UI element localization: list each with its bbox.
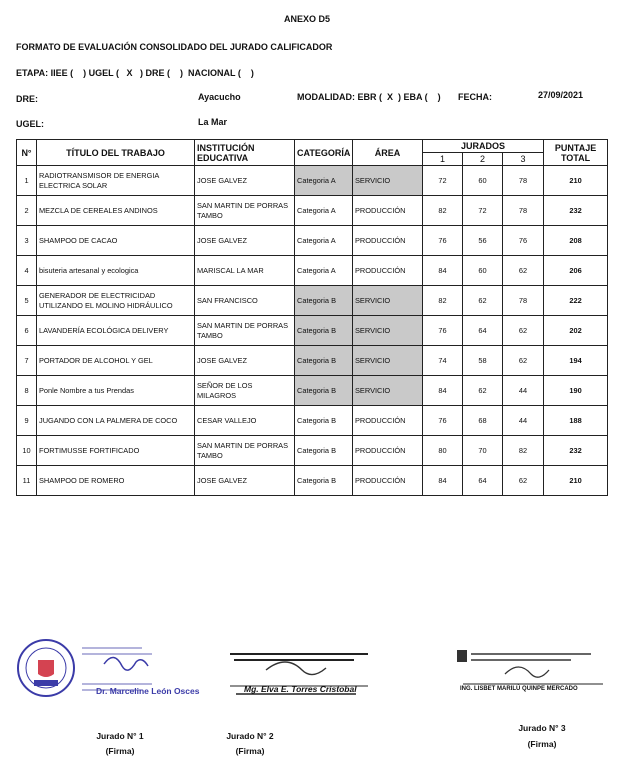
row-jury-3: 78	[503, 166, 544, 196]
row-jury-2: 62	[463, 286, 503, 316]
row-institution: CESAR VALLEJO	[195, 406, 295, 436]
row-category: Categoria B	[295, 376, 353, 406]
row-jury-3: 44	[503, 376, 544, 406]
row-institution: MARISCAL LA MAR	[195, 256, 295, 286]
row-title: SHAMPOO DE ROMERO	[37, 466, 195, 496]
row-number: 4	[17, 256, 37, 286]
row-total: 202	[544, 316, 608, 346]
row-category: Categoria B	[295, 466, 353, 496]
row-area: PRODUCCIÓN	[353, 406, 423, 436]
row-category: Categoria B	[295, 316, 353, 346]
jury-1-name: Dr. Marceline León Osces	[96, 686, 200, 696]
row-institution: SAN MARTIN DE PORRAS TAMBO	[195, 316, 295, 346]
row-total: 222	[544, 286, 608, 316]
table-row	[17, 436, 608, 466]
row-jury-1: 74	[423, 346, 463, 376]
dre-label: DRE:	[16, 94, 38, 104]
modality-line: MODALIDAD: EBR ( X ) EBA ( )	[297, 92, 441, 102]
row-jury-2: 72	[463, 196, 503, 226]
row-category: Categoria A	[295, 226, 353, 256]
row-jury-1: 72	[423, 166, 463, 196]
date-label: FECHA:	[458, 92, 492, 102]
row-title: JUGANDO CON LA PALMERA DE COCO	[37, 406, 195, 436]
row-jury-2: 62	[463, 376, 503, 406]
header-category: CATEGORÍA	[295, 140, 353, 166]
row-jury-3: 82	[503, 436, 544, 466]
row-jury-2: 56	[463, 226, 503, 256]
row-institution: JOSE GALVEZ	[195, 166, 295, 196]
row-jury-3: 62	[503, 346, 544, 376]
row-title: LAVANDERÍA ECOLÓGICA DELIVERY	[37, 316, 195, 346]
row-jury-1: 76	[423, 226, 463, 256]
row-jury-1: 84	[423, 376, 463, 406]
row-jury-3: 78	[503, 286, 544, 316]
jury-2-name: Mg. Elva E. Torres Cristobal	[244, 684, 357, 694]
row-area: PRODUCCIÓN	[353, 436, 423, 466]
row-jury-3: 62	[503, 316, 544, 346]
row-category: Categoria B	[295, 406, 353, 436]
row-jury-2: 68	[463, 406, 503, 436]
row-total: 190	[544, 376, 608, 406]
row-total: 194	[544, 346, 608, 376]
date-value: 27/09/2021	[538, 90, 584, 100]
jury-2-label: Jurado N° 2	[226, 731, 274, 741]
jury-2-sign: (Firma)	[235, 746, 265, 756]
row-title: MEZCLA DE CEREALES ANDINOS	[37, 196, 195, 226]
row-area: PRODUCCIÓN	[353, 256, 423, 286]
row-jury-2: 60	[463, 256, 503, 286]
header-jury-2: 2	[463, 153, 503, 166]
row-title: FORTIMUSSE FORTIFICADO	[37, 436, 195, 466]
evaluation-table	[16, 139, 608, 496]
row-category: Categoria A	[295, 256, 353, 286]
row-title: Ponle Nombre a tus Prendas	[37, 376, 195, 406]
header-number: N°	[17, 140, 37, 166]
row-number: 3	[17, 226, 37, 256]
row-area: SERVICIO	[353, 376, 423, 406]
row-total: 210	[544, 466, 608, 496]
row-institution: SAN FRANCISCO	[195, 286, 295, 316]
jury-1-label: Jurado N° 1	[96, 731, 144, 741]
row-institution: JOSE GALVEZ	[195, 466, 295, 496]
table-row	[17, 286, 608, 316]
header-jury-1: 1	[423, 153, 463, 166]
row-jury-3: 62	[503, 256, 544, 286]
row-category: Categoria A	[295, 196, 353, 226]
table-row	[17, 196, 608, 226]
document-title: FORMATO DE EVALUACIÓN CONSOLIDADO DEL JURADO CALIFICADOR	[16, 42, 333, 52]
row-area: SERVICIO	[353, 346, 423, 376]
ugel-value: La Mar	[198, 117, 228, 127]
table-row	[17, 406, 608, 436]
row-title: bisuteria artesanal y ecologica	[37, 256, 195, 286]
row-institution: SAN MARTIN DE PORRAS TAMBO	[195, 196, 295, 226]
row-total: 206	[544, 256, 608, 286]
header-institution: INSTITUCIÓN EDUCATIVA	[195, 140, 295, 166]
row-title: PORTADOR DE ALCOHOL Y GEL	[37, 346, 195, 376]
row-title: SHAMPOO DE CACAO	[37, 226, 195, 256]
row-jury-1: 76	[423, 316, 463, 346]
row-total: 188	[544, 406, 608, 436]
row-jury-3: 62	[503, 466, 544, 496]
row-area: SERVICIO	[353, 166, 423, 196]
row-total: 232	[544, 436, 608, 466]
table-row	[17, 316, 608, 346]
row-total: 232	[544, 196, 608, 226]
row-total: 210	[544, 166, 608, 196]
row-number: 7	[17, 346, 37, 376]
row-institution: SAN MARTIN DE PORRAS TAMBO	[195, 436, 295, 466]
row-number: 5	[17, 286, 37, 316]
stage-line: ETAPA: IIEE ( ) UGEL ( X ) DRE ( ) NACIONAL ( )	[16, 68, 254, 78]
table-row	[17, 346, 608, 376]
table-row	[17, 226, 608, 256]
row-area: SERVICIO	[353, 316, 423, 346]
table-row	[17, 256, 608, 286]
row-jury-1: 82	[423, 286, 463, 316]
row-number: 1	[17, 166, 37, 196]
row-number: 11	[17, 466, 37, 496]
jury-3-name: ING. LISBET MARILÚ QUINPE MERCADO	[460, 686, 578, 692]
table-row	[17, 376, 608, 406]
header-area: ÁREA	[353, 140, 423, 166]
dre-value: Ayacucho	[198, 92, 241, 102]
row-jury-1: 82	[423, 196, 463, 226]
table-row	[17, 466, 608, 496]
row-institution: JOSE GALVEZ	[195, 226, 295, 256]
row-category: Categoria B	[295, 346, 353, 376]
row-total: 208	[544, 226, 608, 256]
header-title: TÍTULO DEL TRABAJO	[37, 140, 195, 166]
row-area: SERVICIO	[353, 286, 423, 316]
row-jury-3: 76	[503, 226, 544, 256]
header-jury-3: 3	[503, 153, 544, 166]
row-jury-2: 70	[463, 436, 503, 466]
row-area: PRODUCCIÓN	[353, 466, 423, 496]
row-jury-1: 84	[423, 466, 463, 496]
row-jury-2: 60	[463, 166, 503, 196]
row-category: Categoria B	[295, 436, 353, 466]
row-title: RADIOTRANSMISOR DE ENERGIA ELECTRICA SOLAR	[37, 166, 195, 196]
row-jury-3: 78	[503, 196, 544, 226]
row-jury-1: 84	[423, 256, 463, 286]
ugel-label: UGEL:	[16, 119, 44, 129]
row-category: Categoria A	[295, 166, 353, 196]
row-institution: JOSE GALVEZ	[195, 346, 295, 376]
header-score-total: PUNTAJE TOTAL	[544, 140, 608, 166]
row-category: Categoria B	[295, 286, 353, 316]
row-number: 6	[17, 316, 37, 346]
table-row	[17, 166, 608, 196]
jury-1-sign: (Firma)	[105, 746, 135, 756]
row-number: 8	[17, 376, 37, 406]
row-jury-2: 58	[463, 346, 503, 376]
row-area: PRODUCCIÓN	[353, 226, 423, 256]
row-number: 9	[17, 406, 37, 436]
row-jury-1: 76	[423, 406, 463, 436]
header-juries: JURADOS	[423, 140, 544, 153]
row-number: 2	[17, 196, 37, 226]
row-area: PRODUCCIÓN	[353, 196, 423, 226]
row-jury-2: 64	[463, 316, 503, 346]
row-jury-1: 80	[423, 436, 463, 466]
row-jury-3: 44	[503, 406, 544, 436]
annex-label: ANEXO D5	[284, 14, 331, 24]
row-institution: SEÑOR DE LOS MILAGROS	[195, 376, 295, 406]
row-jury-2: 64	[463, 466, 503, 496]
row-title: GENERADOR DE ELECTRICIDAD UTILIZANDO EL MOLINO HIDRÁULICO	[37, 286, 195, 316]
jury-3-label: Jurado N° 3	[518, 723, 566, 733]
jury-3-sign: (Firma)	[527, 739, 557, 749]
row-number: 10	[17, 436, 37, 466]
